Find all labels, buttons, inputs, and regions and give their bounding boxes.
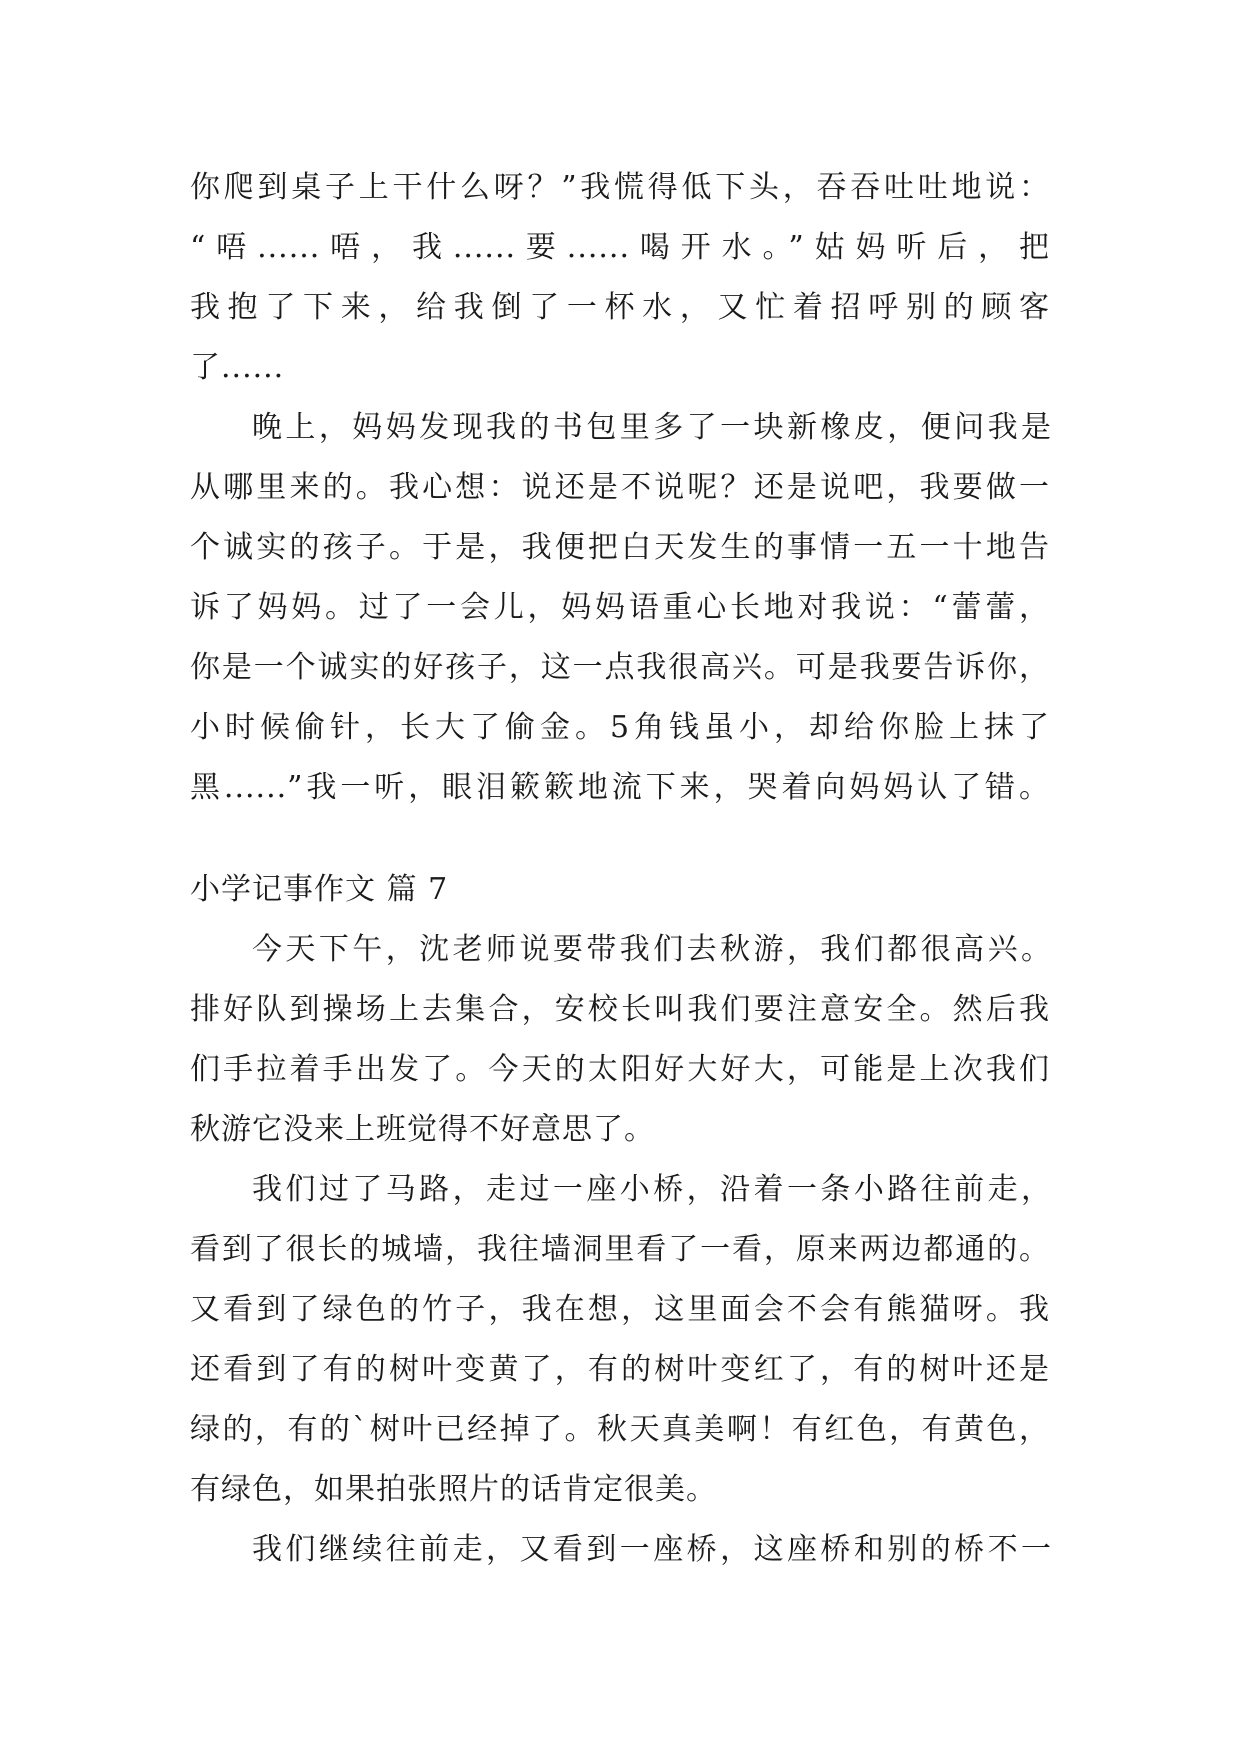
text-line: 个诚实的孩子。于是，我便把白天发生的事情一五一十地告 [190, 530, 1050, 565]
text-line: 了...... [190, 350, 285, 385]
section-heading: 小学记事作文 篇 7 [190, 872, 449, 907]
text-line: 又看到了绿色的竹子，我在想，这里面会不会有熊猫呀。我 [190, 1292, 1050, 1327]
text-line: 们手拉着手出发了。今天的太阳好大好大，可能是上次我们 [190, 1052, 1050, 1087]
text-line: 你爬到桌子上干什么呀？”我慌得低下头，吞吞吐吐地说： [190, 170, 1050, 205]
text-line: 诉了妈妈。过了一会儿，妈妈语重心长地对我说：“蕾蕾， [190, 590, 1050, 625]
text-line: 我们继续往前走，又看到一座桥，这座桥和别的桥不一 [252, 1532, 1052, 1567]
text-line: 有绿色，如果拍张照片的话肯定很美。 [190, 1472, 717, 1507]
text-line: 看到了很长的城墙，我往墙洞里看了一看，原来两边都通的。 [190, 1232, 1050, 1267]
text-line: 从哪里来的。我心想：说还是不说呢？还是说吧，我要做一 [190, 470, 1050, 505]
text-line: 晚上，妈妈发现我的书包里多了一块新橡皮，便问我是 [252, 410, 1052, 445]
text-line: 你是一个诚实的好孩子，这一点我很高兴。可是我要告诉你， [190, 650, 1050, 685]
text-line: 今天下午，沈老师说要带我们去秋游，我们都很高兴。 [252, 932, 1052, 967]
text-line: 我抱了下来，给我倒了一杯水，又忙着招呼别的顾客 [190, 290, 1050, 325]
text-line: 秋游它没来上班觉得不好意思了。 [190, 1112, 655, 1147]
text-line: 小时候偷针，长大了偷金。5角钱虽小，却给你脸上抹了 [190, 710, 1050, 745]
text-line: “唔......唔，我......要......喝开水。”姑妈听后，把 [190, 230, 1050, 265]
text-line: 排好队到操场上去集合，安校长叫我们要注意安全。然后我 [190, 992, 1050, 1027]
text-line: 绿的，有的`树叶已经掉了。秋天真美啊！有红色，有黄色， [190, 1412, 1050, 1447]
text-line: 我们过了马路，走过一座小桥，沿着一条小路往前走， [252, 1172, 1052, 1207]
text-line: 黑......”我一听，眼泪簌簌地流下来，哭着向妈妈认了错。 [190, 770, 1050, 805]
text-line: 还看到了有的树叶变黄了，有的树叶变红了，有的树叶还是 [190, 1352, 1050, 1387]
